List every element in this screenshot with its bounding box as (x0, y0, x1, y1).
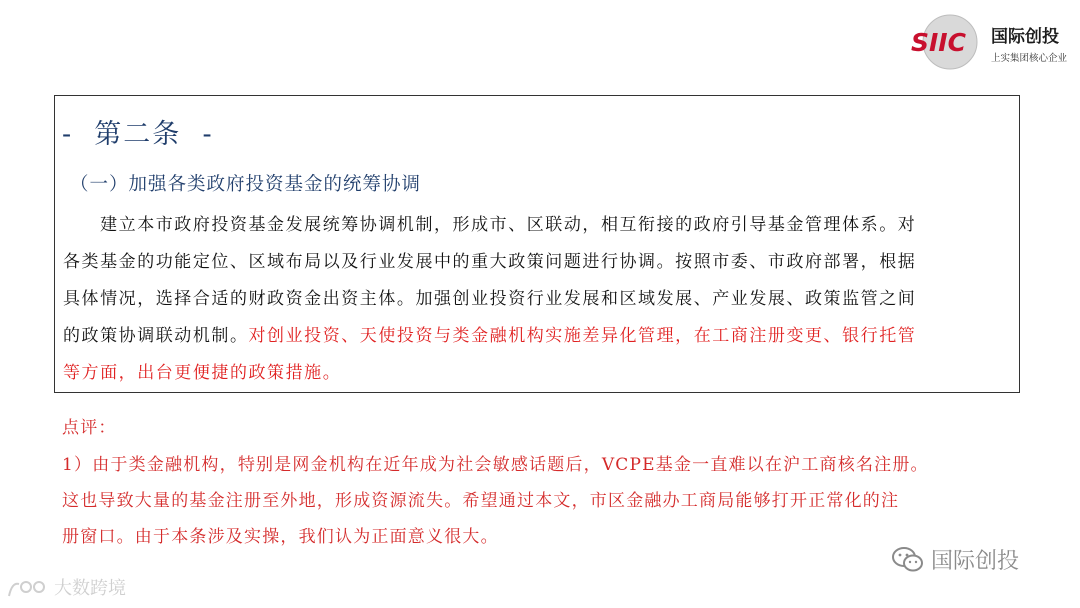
article-subheading: （一）加强各类政府投资基金的统筹协调 (70, 174, 422, 195)
logo-mark-text: SIIC (911, 28, 966, 57)
brand-icon (6, 578, 50, 600)
comment-label: 点评： (62, 418, 117, 438)
article-line-1: 建立本市政府投资基金发展统筹协调机制，形成市、区联动，相互衔接的政府引导基金管理体系。对 (63, 215, 917, 235)
watermark-left-text: 大数跨境 (54, 578, 126, 599)
watermark-right (891, 544, 1019, 575)
comment-line-2: 这也导致大量的基金注册至外地，形成资源流失。希望通过本文，市区金融办工商局能够打开正常化的注 (62, 491, 900, 511)
logo-tagline: 上实集团核心企业 (991, 53, 1068, 64)
article-heading: - 第二条 - (62, 119, 214, 150)
comment-line-1: 1）由于类金融机构，特别是网金机构在近年成为社会敏感话题后，VCPE基金一直难以在沪工商核名注册。 (62, 455, 929, 475)
article-line-2: 各类基金的功能定位、区域布局以及行业发展中的重大政策问题进行协调。按照市委、市政府部署，根据 (63, 252, 917, 272)
wechat-icon (891, 546, 925, 574)
siic-logo-mark (909, 14, 984, 70)
logo-name: 国际创投 (991, 27, 1059, 47)
company-logo (909, 14, 1074, 70)
article-line-3: 具体情况，选择合适的财政资金出资主体。加强创业投资行业发展和区域发展、产业发展、政策监管之间 (63, 289, 917, 309)
watermark-left (6, 574, 126, 600)
article-line-4-highlight: 对创业投资、天使投资与类金融机构实施差异化管理，在工商注册变更、银行托管 (248, 326, 917, 346)
article-line-5-highlight: 等方面，出台更便捷的政策措施。 (63, 363, 342, 383)
watermark-right-text: 国际创投 (931, 549, 1020, 574)
article-line-4-plain: 的政策协调联动机制。 (63, 326, 249, 346)
comment-line-3: 册窗口。由于本条涉及实操，我们认为正面意义很大。 (62, 527, 499, 547)
article-line-4 (63, 321, 916, 346)
